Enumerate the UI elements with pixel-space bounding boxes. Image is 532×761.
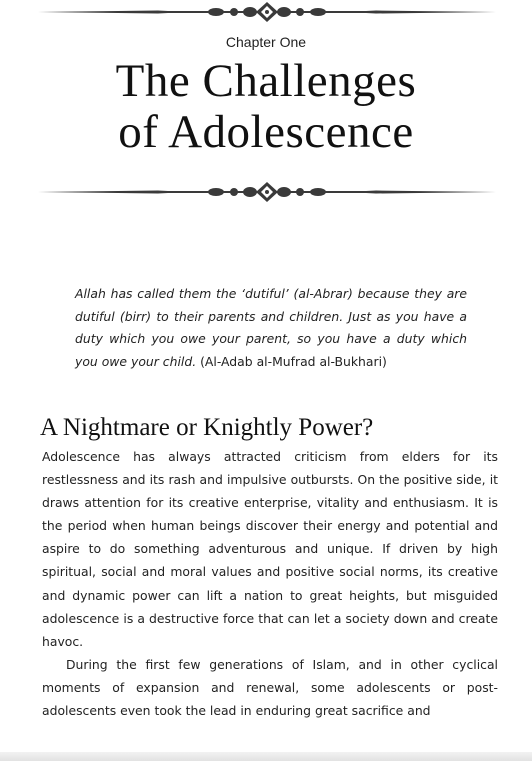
epigraph-quote: Allah has called them the ‘dutiful’ (al-Abrar) because they are dutiful (birr) to their parents and children. Just as you have a duty which you owe your parent, so you have a duty which you owe your child. [75, 286, 467, 369]
ornament-divider-bottom-icon [38, 181, 496, 203]
chapter-title-line-2: of Adolescence [118, 106, 414, 158]
chapter-title [0, 56, 532, 158]
epigraph [75, 283, 467, 373]
body-text [42, 445, 498, 722]
chapter-title-line-1: The Challenges [115, 55, 417, 107]
page-bottom-edge [0, 752, 532, 761]
section-heading: A Nightmare or Knightly Power? [40, 414, 374, 441]
chapter-label: Chapter One [225, 34, 307, 50]
epigraph-source: (Al-Adab al-Mufrad al-Bukhari) [200, 353, 387, 369]
body-paragraph-1: Adolescence has always attracted criticism from elders for its restlessness and its rash and impulsive outbursts. On the positive side, it draws attention for its creative enterprise, vitality and enthusiasm. It is the period when human beings discover their energy and potential and aspire to do something adventurous and unique. If driven by high spiritual, social and moral values and positive social norms, its creative and dynamic power can lift a nation to great heights, but misguided adolescence is a destructive force that can let a society down and create havoc. [42, 449, 498, 649]
ornament-divider-top-icon [38, 1, 496, 23]
body-paragraph-2: During the first few generations of Islam, and in other cyclical moments of expansion and renewal, some adolescents or post-adolescents even took the lead in enduring great sacrifice and [42, 656, 498, 719]
